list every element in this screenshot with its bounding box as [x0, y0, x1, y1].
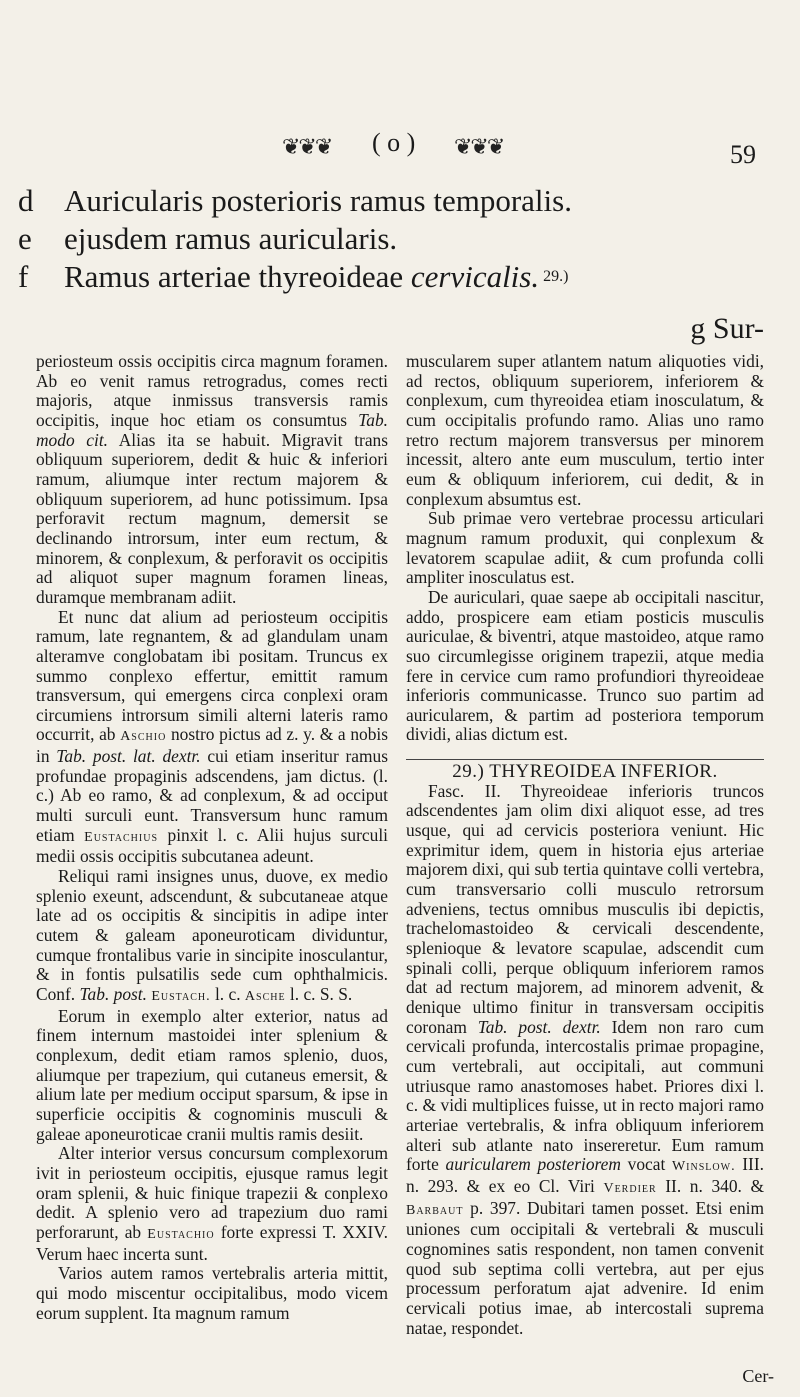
catchword-top: g Sur- [690, 312, 764, 345]
text-run: Barbaut [406, 1202, 464, 1218]
text-run: De auriculari, quae saepe ab occipitali nascitur, addo, prospicere eam etiam posticis musculis auriculae, & biventri, atque mastoideo, atque ramo suo circumlegisse originem trapezii, atque media fere in cervice cum ramo profundiori thyreoideae inferioris communicasse. Trunco suo partim ad auricularem, & partim ad posteriora temporum dividi, alias dictum est. [406, 586, 764, 745]
page-number: 59 [730, 140, 756, 169]
text-run: periosteum ossis occipitis circa magnum foramen. Ab eo venit ramus retrogradus, comes recti majoris, atque inmissus transversis ramis occipitis, inque hoc etiam os consumtus [36, 351, 388, 430]
right-column [406, 352, 764, 1338]
text-run: Eorum in exemplo alter exterior, natus ad finem internum mastoidei inter splenium & conplexum, dedit etiam ramos splenio, duos, aliumque per trapezium, qui cutaneus emersit, & alium late per medium occiput sparsum, & ipse in superficie occipitis & cognominis musculi & galeae aponeuroticae cranii multis ramis desiit. [36, 1005, 388, 1144]
text-run: Tab. post. dextr. [477, 1016, 601, 1037]
paragraph [406, 588, 764, 745]
legend-item [18, 182, 788, 220]
text-run: Eustach. [151, 989, 211, 1004]
legend-letter: e [18, 221, 32, 256]
text-run: Alias ita se habuit. Migravit trans obliquum superiorem, dedit & huic & inferiori ramum, aliumque inter rectum majorem & obliquum superiorem, ad hunc potissimum. Ipsa perforavit rectum magnum, demersit se declinando introrsum, inter eum rectum, & minorem, & conplexum, & perforavit os occipitis ad aliquot super magnum foramen lineas, duramque membranam adiit. [36, 429, 388, 607]
text-run: Alter interior versus concursum complexorum ivit in periosteum occipitis, ejusque ramus legit oram splenii, & huic finique trapezii & conplexo dedit. A splenio vero ad trapezium duo rami perforarunt, ab [36, 1143, 388, 1242]
paragraph [36, 1144, 388, 1264]
text-run: l. c. [210, 984, 245, 1004]
text-run: Tab. modo cit. [36, 409, 388, 450]
legend-text-italic: cervicalis. [410, 259, 540, 294]
text-run: p. 397. Dubitari tamen posset. Etsi enim uniones cum occipitali & vertebrali & musculi cognomines satis respondent, non tamen convenit quod sub septima colli vertebra, aut per ejus processum perforatum ajat advenire. Id enim cervicali potius imae, ab intercostali suprema natae, respondet. [406, 1197, 764, 1338]
text-run: Verdier [603, 1180, 657, 1196]
paragraph [36, 608, 388, 868]
text-run: Sub primae vero vertebrae processu articulari magnum ramum produxit, qui conplexum & levatorem scapulae adiit, & cum profunda colli ampliter inosculatus est. [406, 508, 764, 588]
text-run: II. n. 340. & [656, 1175, 764, 1196]
text-run: muscularem super atlantem natum aliquoties vidi, ad rectos, obliquum superiorem, inferiorem & conplexum, cum thyreoidea etiam inosculatum, & cum occipitalis profundo ramo. Alias uno ramo retro rectum majorem transversus per minorem incessit, altero ante eum musculum, tertio inter eum & obliquum inferiorem, cui dedit, & in conplexum absumtus est. [406, 351, 764, 509]
text-run: Tab. post. lat. dextr. [56, 746, 201, 767]
paragraph [36, 867, 388, 1007]
legend-text: Auricularis posterioris ramus temporalis. [64, 183, 572, 218]
text-run: cui etiam inseritur ramus profundae propaginis adscendens, jam dictus. (l. c.) Ab eo ramo, & ad conplexum, & ad occiput multi surculi eunt. Transversum hunc ramum etiam [36, 746, 388, 845]
text-run: Idem non raro cum cervicali profunda, intercostalis primae propagine, cum vertebrali, aut occipitali, aut communi utriusque ramo anastomoses habet. Priores dixi l. c. & vidi multiplices fuisse, ut in recto majori ramo arteriae vertebralis, & infra obliquum inferiorem alteri sub atlante nato insereretur. Eum ramum forte [406, 1016, 764, 1175]
text-run: pinxit l. c. Alii hujus surculi medii ossis occipitis subcutanea adeunt. [36, 824, 388, 867]
page-header [0, 128, 800, 168]
paragraph [36, 1264, 388, 1323]
paragraph [406, 352, 764, 509]
ornament-right-icon: ❦❦❦ [454, 134, 504, 159]
legend-item [18, 220, 788, 258]
legend-text: ejusdem ramus auricularis. [64, 221, 398, 256]
text-run: Tab. post. [79, 984, 147, 1004]
text-run: Et nunc dat alium ad periosteum occipitis ramum, late regnantem, & ad glandulam unam alteramve conglobatam ibi positam. Truncus ex summo conplexo effertur, emittit ramum transversum, qui emergens circa conplexi oram circumiens introrsum simili alterni lateris ramo occurrit, ab [36, 606, 388, 745]
legend-item [18, 258, 788, 296]
ornament-left-icon: ❦❦❦ [282, 134, 332, 159]
text-run: Reliqui rami insignes unus, duove, ex medio splenio exeunt, adscendunt, & subcutaneae atque late ad os occipitis & sincipitis in adipe inter cutem & galeam aponeuroticam dividuntur, cumque frontalibus varie in sincipite inosculantur, & in fontis pulsatilis sede cum ophthalmicis. Conf. [36, 866, 388, 1004]
signature-mark: ( o ) [372, 128, 416, 157]
footnote-ref: 29.) [543, 268, 569, 285]
text-run: auricularem posteriorem [445, 1154, 621, 1175]
text-run: Fasc. II. Thyreoideae inferioris truncos adscendentes jam olim dixi aliquot esse, ad tres usque, qui ad cervicis posteriora veniunt. Hic exprimitur idem, quem in historia ejus arteriae majorem dixi, qui sub tertia quintave colli vertebra, cum transversario colli musculo retrorsum adveniens, tectus omnibus musculis ibi depictis, trachelomastoideo & cervicali descendente, splenioque & levatore scapulae, adscendit cum spinali colli, perque obliquum inferiorem ramos dat ad rectum majorem, ad minorem advenit, & denique ultimo finitur in transversam occipitis coronam [406, 780, 764, 1037]
legend-letter: d [18, 183, 34, 218]
text-run: nostro pictus ad z. y. & a nobis in [36, 724, 389, 767]
text-run: Eustachio [147, 1226, 215, 1242]
legend-text [64, 258, 568, 296]
legend-letter: f [18, 259, 29, 294]
text-run: vocat [620, 1154, 672, 1175]
text-run: Asche [244, 989, 286, 1004]
figure-legend [18, 182, 788, 296]
text-run: l. c. S. S. [285, 984, 353, 1004]
legend-text-main: Ramus arteriae thyreoideae [64, 259, 411, 294]
section-heading: 29.) THYREOIDEA INFERIOR. [406, 759, 764, 782]
text-run: Varios autem ramos vertebralis arteria mittit, qui modo miscentur occipitalibus, modo vicem eorum supplent. Ita magnum ramum [36, 1263, 388, 1323]
paragraph [406, 509, 764, 588]
paragraph [36, 1007, 388, 1145]
catchword-bottom: Cer- [742, 1366, 774, 1386]
text-run: Aschio [120, 729, 167, 745]
text-run: Winslow. [671, 1159, 736, 1175]
text-run: Eustachius [84, 829, 159, 845]
text-run: forte expressi T. XXIV. Verum haec incerta sunt. [36, 1221, 388, 1264]
paragraph [406, 782, 764, 1338]
text-run: III. n. 293. & ex eo Cl. Viri [406, 1154, 764, 1196]
left-column [36, 352, 388, 1323]
paragraph [36, 352, 388, 608]
